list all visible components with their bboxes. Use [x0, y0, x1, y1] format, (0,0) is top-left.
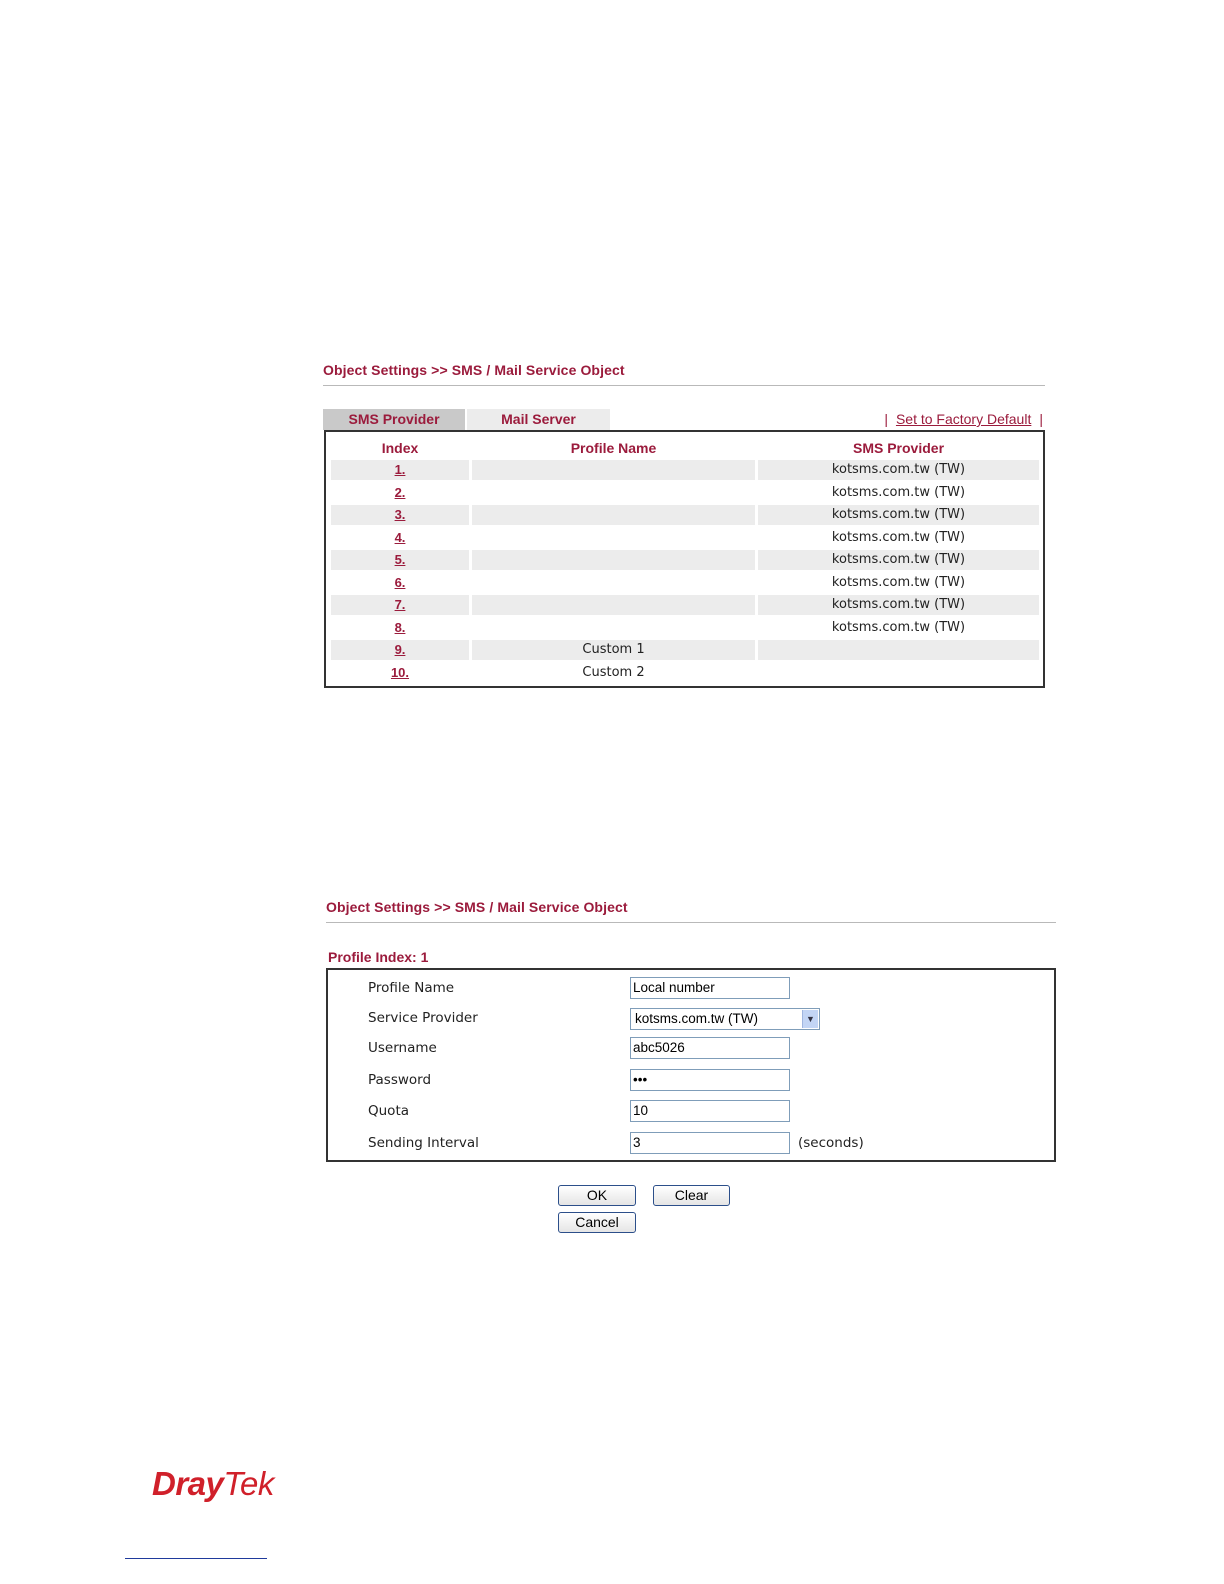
service-provider-label: Service Provider — [368, 1010, 478, 1026]
separator-right: | — [1039, 411, 1043, 427]
ok-button[interactable]: OK — [558, 1185, 636, 1206]
row-profile-name — [472, 595, 755, 615]
row-provider: kotsms.com.tw (TW) — [758, 595, 1039, 615]
row-provider: kotsms.com.tw (TW) — [831, 575, 966, 590]
row-provider: kotsms.com.tw (TW) — [758, 505, 1039, 525]
table-header — [326, 440, 1043, 458]
row-provider — [758, 640, 1039, 660]
row-index-link[interactable]: 2. — [394, 485, 406, 500]
password-label: Password — [368, 1072, 432, 1088]
separator-left: | — [884, 411, 888, 427]
row-index-link[interactable]: 1. — [394, 462, 406, 477]
row-profile-name — [472, 573, 755, 593]
username-label: Username — [368, 1040, 437, 1056]
row-profile-name — [472, 460, 755, 480]
row-profile-name — [472, 618, 755, 638]
header-sms-provider: SMS Provider — [852, 440, 945, 456]
table-row — [331, 483, 1039, 503]
row-profile-name — [472, 550, 755, 570]
quota-input[interactable]: 10 — [630, 1100, 790, 1122]
table-row — [331, 528, 1039, 548]
table-row — [331, 595, 1039, 615]
row-index-link[interactable]: 10. — [390, 665, 410, 680]
row-provider — [758, 663, 1039, 683]
table-row — [331, 573, 1039, 593]
row-index-link[interactable]: 8. — [394, 620, 406, 635]
sending-interval-label: Sending Interval — [368, 1135, 479, 1151]
service-provider-value: kotsms.com.tw (TW) — [635, 1011, 758, 1026]
row-provider: kotsms.com.tw (TW) — [758, 460, 1039, 480]
logo-tek: Tek — [223, 1465, 274, 1502]
row-provider: kotsms.com.tw (TW) — [831, 620, 966, 635]
quota-label: Quota — [368, 1103, 410, 1119]
table-row — [331, 550, 1039, 570]
set-factory-default-link[interactable]: Set to Factory Default — [895, 411, 1032, 427]
header-index: Index — [381, 440, 419, 456]
row-profile-name — [472, 483, 755, 503]
service-provider-select[interactable] — [630, 1008, 820, 1030]
table-row — [331, 618, 1039, 638]
row-index-link[interactable]: 3. — [394, 507, 406, 522]
sending-interval-unit: (seconds) — [798, 1135, 864, 1151]
sending-interval-input[interactable]: 3 — [630, 1132, 790, 1154]
breadcrumb-list: Object Settings >> SMS / Mail Service Object — [323, 362, 625, 378]
table-row — [331, 460, 1039, 480]
profile-index-title: Profile Index: 1 — [328, 949, 429, 965]
draytek-logo — [152, 1465, 274, 1503]
password-input[interactable]: ••• — [630, 1069, 790, 1091]
divider — [326, 922, 1056, 923]
row-profile-name: Custom 1 — [472, 640, 755, 660]
tab-sms-provider[interactable]: SMS Provider — [323, 409, 465, 430]
breadcrumb-form: Object Settings >> SMS / Mail Service Object — [326, 899, 628, 915]
row-provider: kotsms.com.tw (TW) — [831, 530, 966, 545]
cancel-button[interactable]: Cancel — [558, 1212, 636, 1233]
tab-mail-server[interactable]: Mail Server — [467, 409, 610, 430]
logo-dray: Dray — [152, 1465, 224, 1502]
row-profile-name: Custom 2 — [582, 665, 645, 680]
clear-button[interactable]: Clear — [653, 1185, 730, 1206]
row-index-link[interactable]: 6. — [394, 575, 406, 590]
username-input[interactable]: abc5026 — [630, 1037, 790, 1059]
row-index-link[interactable]: 5. — [394, 552, 406, 567]
row-profile-name — [472, 528, 755, 548]
factory-default-bar — [884, 411, 1043, 427]
row-index-link[interactable]: 9. — [394, 642, 406, 657]
footer-line — [125, 1558, 267, 1559]
divider — [323, 385, 1045, 386]
table-row — [331, 505, 1039, 525]
profile-name-label: Profile Name — [368, 980, 455, 996]
profile-name-input[interactable]: Local number — [630, 977, 790, 999]
chevron-down-icon[interactable]: ▼ — [802, 1010, 818, 1028]
sms-provider-table — [324, 430, 1045, 688]
row-provider: kotsms.com.tw (TW) — [758, 550, 1039, 570]
table-row — [331, 640, 1039, 660]
row-provider: kotsms.com.tw (TW) — [831, 485, 966, 500]
row-profile-name — [472, 505, 755, 525]
row-index-link[interactable]: 7. — [394, 597, 406, 612]
row-index-link[interactable]: 4. — [394, 530, 406, 545]
header-profile-name: Profile Name — [570, 440, 657, 456]
profile-form — [326, 968, 1056, 1162]
table-row — [331, 663, 1039, 683]
